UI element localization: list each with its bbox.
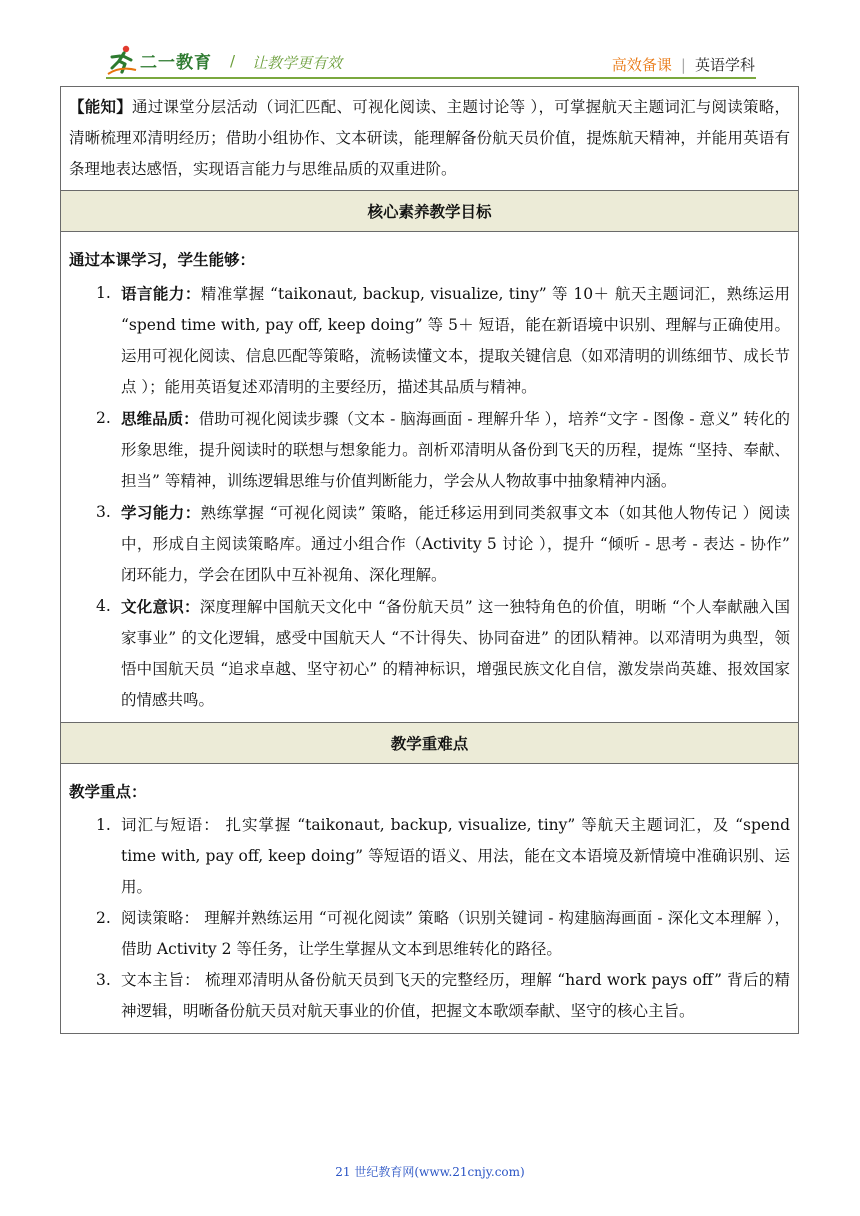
running-figure-icon xyxy=(106,44,138,76)
header-tag-secondary: 英语学科 xyxy=(694,56,755,74)
intro-prefix: 【能知】 xyxy=(69,97,132,116)
goal-text: 精准掌握 “taikonaut, backup, visualize, tiny” 等 10＋ 航天主题词汇，熟练运用 “spend time with, pay off, keep doing” 等 5＋ 短语，能在新语境中识别、理解与正确使用。运用可视化阅读、信息匹配等策略，流畅读懂文本，提取关键信息（如邓清明的训练细节、成长节点 ）；能用英语复述邓清明的主要经历，描述其品质与精神。 xyxy=(121,285,790,396)
goal-text: 深度理解中国航天文化中 “备份航天员” 这一独特角色的价值，明晰 “个人奉献融入国家事业” 的文化逻辑，感受中国航天人 “不计得失、协同奋进” 的团队精神。以邓清明为典型，领悟中国航天员 “追求卓越、坚守初心” 的精神标识，增强民族文化自信，激发崇尚英雄、报效国家的情感共鸣。 xyxy=(121,598,790,709)
keypoints-lead: 教学重点： xyxy=(69,782,147,801)
goal-label: 思维品质： xyxy=(121,409,199,428)
list-item xyxy=(69,903,790,965)
page-footer[interactable]: 21 世纪教育网(www.21cnjy.com) xyxy=(335,1165,525,1179)
goals-list xyxy=(69,278,790,716)
keypoint-text: 文本主旨： 梳理邓清明从备份航天员到飞天的完整经历，理解 “hard work pays off” 背后的精神逻辑，明晰备份航天员对航天事业的价值，把握文本歌颂奉献、坚守的核心主旨。 xyxy=(121,971,790,1020)
slogan: 让教学更有效 xyxy=(252,54,343,72)
goals-lead: 通过本课学习，学生能够： xyxy=(69,250,256,269)
goal-label: 文化意识： xyxy=(121,597,200,616)
goal-text: 借助可视化阅读步骤（文本 - 脑海画面 - 理解升华 ），培养“文字 - 图像 - 意义” 转化的形象思维，提升阅读时的联想与想象能力。剖析邓清明从备份到飞天的历程，提炼 “坚持、奉献、担当” 等精神，训练逻辑思维与价值判断能力，学会从人物故事中抽象精神内涵。 xyxy=(121,410,790,490)
goal-text: 熟练掌握 “可视化阅读” 策略，能迁移运用到同类叙事文本（如其他人物传记 ）阅读中，形成自主阅读策略库。通过小组合作（Activity 5 讨论 ），提升 “倾听 - 思考 - 表达 - 协作” 闭环能力，学会在团队中互补视角、深化理解。 xyxy=(121,504,790,584)
list-number: 3. xyxy=(96,503,111,521)
brand-logo[interactable] xyxy=(106,44,226,80)
list-item xyxy=(69,278,790,403)
goals-cell xyxy=(61,232,798,723)
goals-title: 核心素养教学目标 xyxy=(61,191,798,232)
list-item xyxy=(69,965,790,1027)
header-tag-primary: 高效备课 xyxy=(611,56,672,74)
header-tags xyxy=(612,54,755,75)
list-item xyxy=(69,497,790,591)
goal-label: 学习能力： xyxy=(121,503,201,522)
brand-name: 二一教育 xyxy=(140,53,212,73)
intro-text: 通过课堂分层活动（词汇匹配、可视化阅读、主题讨论等 ），可掌握航天主题词汇与阅读策略，清晰梳理邓清明经历；借助小组协作、文本研读，能理解备份航天员价值，提炼航天精神，并能用英语有条理地表达感悟，实现语言能力与思维品质的双重进阶。 xyxy=(69,98,790,178)
list-item xyxy=(69,810,790,903)
list-number: 2. xyxy=(96,409,111,427)
keypoints-title: 教学重难点 xyxy=(61,723,798,764)
intro-cell xyxy=(61,87,798,191)
keypoints-cell xyxy=(61,764,798,1033)
keypoint-text: 词汇与短语： 扎实掌握 “taikonaut, backup, visualize, tiny” 等航天主题词汇，及 “spend time with, pay off, keep doing” 等短语的语义、用法，能在文本语境及新情境中准确识别、运用。 xyxy=(121,816,790,896)
list-number: 3. xyxy=(96,971,111,989)
list-number: 2. xyxy=(96,909,111,927)
keypoints-list xyxy=(69,810,790,1027)
list-number: 1. xyxy=(96,284,111,302)
list-item xyxy=(69,591,790,716)
slogan-divider: / xyxy=(230,52,236,70)
lesson-plan-table xyxy=(60,86,799,1034)
list-number: 4. xyxy=(96,597,111,615)
header-rule xyxy=(106,77,756,79)
list-number: 1. xyxy=(96,816,111,834)
page-header xyxy=(0,0,860,88)
goal-label: 语言能力： xyxy=(121,284,201,303)
keypoint-text: 阅读策略： 理解并熟练运用 “可视化阅读” 策略（识别关键词 - 构建脑海画面 - 深化文本理解 ），借助 Activity 2 等任务，让学生掌握从文本到思维转化的路径。 xyxy=(121,909,790,958)
header-tag-separator: | xyxy=(680,56,686,74)
list-item xyxy=(69,403,790,497)
